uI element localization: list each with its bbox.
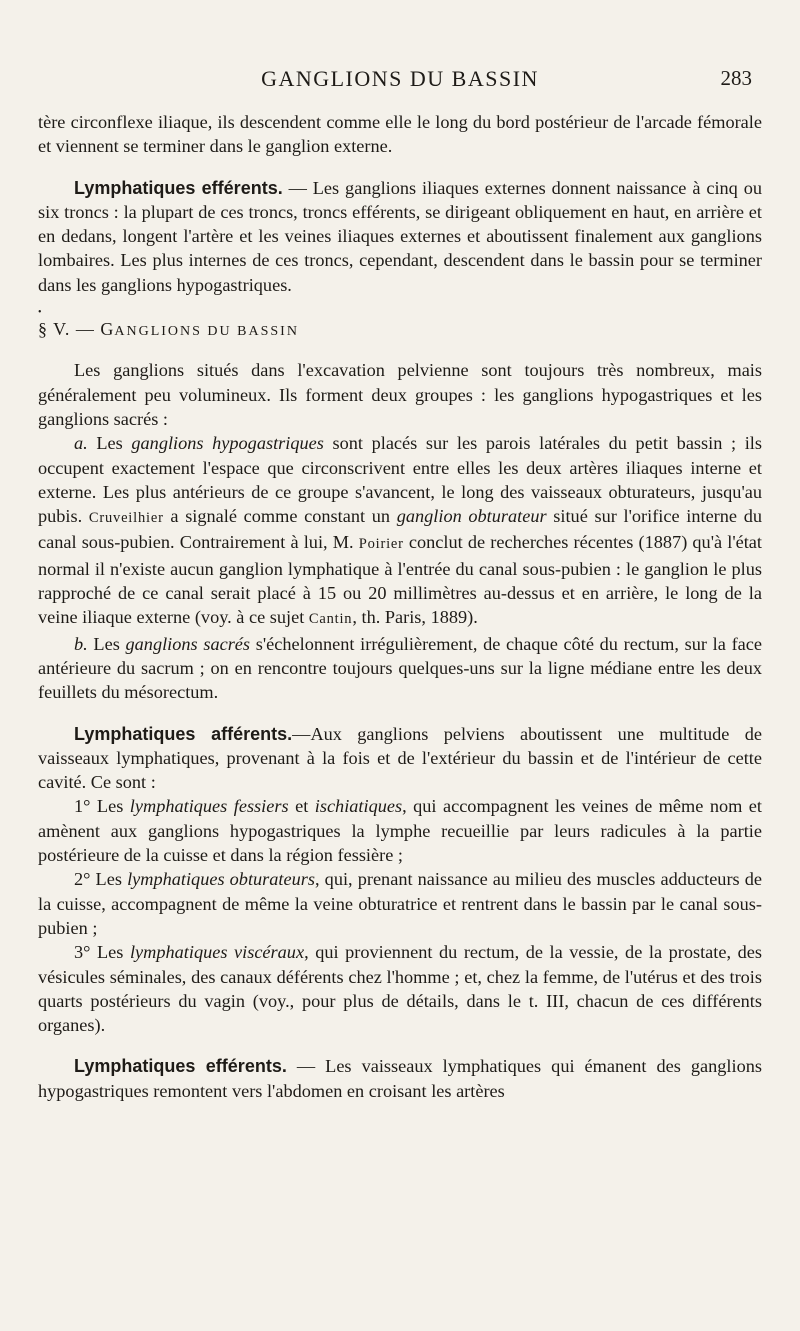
paragraph-efferents: Lymphatiques efférents. — Les ganglions iliaques externes donnent naissance à cinq ou six troncs : la plupart de ces troncs, troncs efférents, se dirigeant obliquement en haut, en arrière et en dedans, longent l'artère et les veines iliaques externes et aboutissent finalement aux ganglions lombaires. Les plus internes de ces troncs, cependant, descendent dans le bassin pour se terminer dans les ganglions hypogastriques. — [38, 177, 762, 295]
paragraph-lead: Lymphatiques efférents. — [74, 177, 283, 198]
page-number: 283 — [720, 66, 752, 90]
author-name: Cruveilhier — [88, 510, 164, 527]
paragraph-hypogastric: a. Les ganglions hypogastriques sont placés sur les parois latérales du petit bassin ; ils occupent exactement l'espace que circonscrivent entre elles les deux artères iliaques interne et externe. Les plus antérieurs de ce groupe s'avancent, le long des vaisseaux obturateurs, jusqu'au pubis. Cruveilhier a signalé comme constant un ganglion obturateur situé sur l'orifice interne du canal sous-pubien. Contrairement à lui, M. Poirier conclut de recherches récentes (1887) qu'à l'état normal il n'existe aucun ganglion lymphatique à l'entrée du canal sous-pubien : le ganglion le plus rapproché de ce canal serait placé à 15 ou 20 millimètres au-dessus et en arrière, le long de la veine iliaque externe (voy. à ce sujet Cantin, th. Paris, 1889). — [38, 433, 762, 628]
paragraph-lead: Lymphatiques afférents. — [74, 723, 293, 744]
paragraph-afferents: Lymphatiques afférents.—Aux ganglions pelviens aboutissent une multitude de vaisseaux lymphatiques, provenant à la fois et de l'extérieur du bassin et de l'intérieur de cette cavité. Ce sont : — [38, 723, 762, 793]
running-title: GANGLIONS DU BASSIN — [261, 66, 539, 91]
section-heading: § V. — GANGLIONS DU BASSIN — [38, 319, 299, 340]
list-item: 1° Les lymphatiques fessiers et ischiatiques, qui accompagnent les veines de même nom et amènent aux ganglions hypogastriques la lymphe recueillie par leurs radicules à la partie postérieure de la cuisse et dans la région fessière ; — [38, 796, 762, 866]
paragraph-lead: Lymphatiques efférents. — [74, 1056, 287, 1077]
ornament-mark: • — [38, 307, 42, 319]
author-name: Cantin — [308, 611, 353, 628]
author-name: Poirier — [358, 536, 404, 553]
paragraph-efferents-2: Lymphatiques efférents. — Les vaisseaux lymphatiques qui émanent des ganglions hypogastriques remontent vers l'abdomen en croisant les artères — [38, 1056, 762, 1101]
list-item: 3° Les lymphatiques viscéraux, qui proviennent du rectum, de la vessie, de la prostate, des vésicules séminales, des canaux déférents chez l'homme ; et, chez la femme, de l'utérus et des trois quarts postérieurs du vagin (voy., pour plus de détails, dans le t. III, chacun de ces différents organes). — [38, 942, 762, 1036]
paragraph-intro: Les ganglions situés dans l'excavation pelvienne sont toujours très nombreux, mais généralement peu volumineux. Ils forment deux groupes : les ganglions hypogastriques et les ganglions sacrés : — [38, 360, 762, 429]
list-item: 2° Les lymphatiques obturateurs, qui, prenant naissance au milieu des muscles adducteurs de la cuisse, accompagnent de même la veine obturatrice et rentrent dans le bassin par le canal sous-pubien ; — [38, 869, 763, 938]
text-body — [38, 110, 762, 1103]
paragraph-sacral: b. Les ganglions sacrés s'échelonnent irrégulièrement, de chaque côté du rectum, sur la face antérieure du sacrum ; on en rencontre toujours quelques-uns sur la ligne médiane entre les deux feuillets du mésorectum. — [38, 633, 763, 703]
paragraph-continuation: tère circonflexe iliaque, ils descendent comme elle le long du bord postérieur de l'arcade fémorale et viennent se terminer dans le ganglion externe. — [38, 112, 762, 157]
running-header — [0, 66, 800, 100]
